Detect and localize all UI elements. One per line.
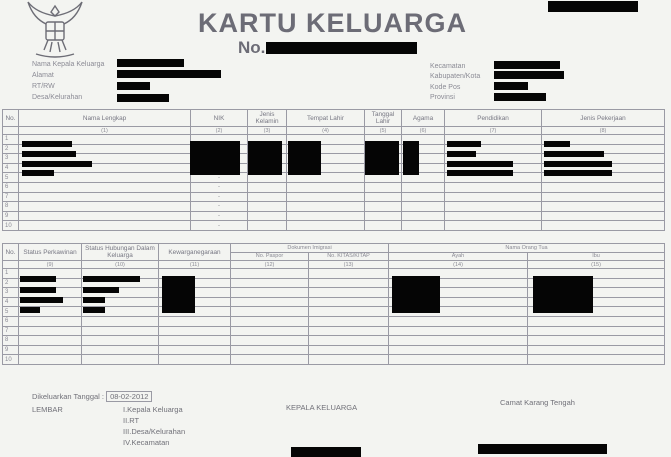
row-number: 7 [3,326,19,336]
row-number: 3 [3,288,19,298]
table-cell [445,202,542,212]
kk-number-label: No. [238,38,266,57]
table-row [3,202,665,212]
row-number: 1 [3,269,19,279]
table-cell [309,326,389,336]
col-number: (1) [19,127,191,135]
header-nama-orang-tua: Nama Orang Tua [389,244,665,253]
redaction [478,444,607,454]
col-number [3,127,19,135]
table-cell [231,278,309,288]
redaction [22,161,92,167]
lembar-item: IV.Kecamatan [123,438,170,447]
table-cell [365,192,402,202]
col-number: (15) [528,261,665,269]
redaction [544,141,570,147]
table-cell [402,182,445,192]
table-cell [542,211,665,221]
col-number: (13) [309,261,389,269]
table-cell [287,211,365,221]
table-cell [248,221,287,231]
redaction [533,276,593,313]
redaction [22,170,54,176]
table-cell [389,355,528,365]
lembar-item: III.Desa/Kelurahan [123,427,186,436]
field-label-alamat: Alamat [32,72,54,79]
table-cell [365,221,402,231]
table-cell [159,345,231,355]
redaction [83,276,140,282]
table-cell [389,345,528,355]
kepala-keluarga-signature-label: KEPALA KELUARGA [286,403,358,412]
table-cell [309,288,389,298]
table-cell [389,316,528,326]
col-number [3,261,19,269]
nik-dash: - [191,182,248,192]
row-number: 6 [3,182,19,192]
lembar-label: LEMBAR [32,405,63,414]
camat-signature-label: Camat Karang Tengah [500,398,575,407]
row-number: 6 [3,316,19,326]
row-number: 9 [3,211,19,221]
table-cell [159,336,231,346]
header-nama-lengkap: Nama Lengkap [19,110,191,127]
table-cell [309,278,389,288]
redaction [494,61,560,69]
header-kewarganegaraan: Kewarganegaraan [159,244,231,261]
col-number: (5) [365,127,402,135]
table-cell [248,202,287,212]
table-cell [19,182,191,192]
header-ayah: Ayah [389,252,528,261]
table-cell [445,221,542,231]
table-cell [82,336,159,346]
redaction [403,141,419,175]
redaction [365,141,399,175]
redaction [117,59,184,67]
row-number: 2 [3,278,19,288]
table-cell [231,336,309,346]
header-ibu: Ibu [528,252,665,261]
field-label-kecamatan: Kecamatan [430,63,466,70]
table-cell [287,182,365,192]
row-number: 10 [3,221,19,231]
header-no: No. [3,110,19,127]
table-cell [231,307,309,317]
redaction [117,82,150,90]
table-row [3,326,665,336]
redaction [288,141,321,175]
table-cell [248,192,287,202]
table-cell [445,211,542,221]
document-title: KARTU KELUARGA [198,8,467,38]
table-cell [542,192,665,202]
header-status-perkawinan: Status Perkawinan [19,244,82,261]
col-number: (7) [445,127,542,135]
table-cell [19,202,191,212]
redaction [83,287,119,293]
redaction [494,82,528,90]
table-cell [287,221,365,231]
table-cell [19,316,82,326]
kk-number-redaction [266,42,417,54]
header-nik: NIK [191,110,248,127]
redaction [447,141,481,147]
redaction [544,161,612,167]
table-cell [231,297,309,307]
table-row [3,211,665,221]
table-cell [248,211,287,221]
table-row [3,221,665,231]
nik-dash: - [191,202,248,212]
redaction [447,151,476,157]
table-cell [19,336,82,346]
table-cell [287,192,365,202]
table-row [3,345,665,355]
table-cell [528,316,665,326]
col-number: (10) [82,261,159,269]
table-cell [231,316,309,326]
field-label-provinsi: Provinsi [430,94,455,101]
field-label-kabupaten: Kabupaten/Kota [430,73,481,80]
redaction [83,297,105,303]
table-cell [309,307,389,317]
table-cell [542,221,665,231]
table-cell [402,192,445,202]
header-tempat-lahir: Tempat Lahir [287,110,365,127]
table-row [3,355,665,365]
redaction [447,170,513,176]
field-label-kode-pos: Kode Pos [430,84,461,91]
table-cell [542,182,665,192]
table-row [3,336,665,346]
redaction [190,141,240,175]
row-number: 1 [3,135,19,145]
table-cell [389,326,528,336]
table-cell [528,345,665,355]
table-cell [19,211,191,221]
table-cell [82,345,159,355]
table-cell [365,182,402,192]
row-number: 8 [3,202,19,212]
redaction [20,307,40,313]
nik-dash: - [191,173,248,183]
row-number: 3 [3,154,19,164]
table-cell [445,192,542,202]
nik-dash: - [191,211,248,221]
row-number: 4 [3,297,19,307]
table-cell [528,326,665,336]
redaction [494,71,564,79]
table-cell [542,202,665,212]
redaction [392,276,440,313]
table-row [3,182,665,192]
field-label-kepala-keluarga: Nama Kepala Keluarga [32,61,105,68]
redaction [20,276,56,282]
col-number: (6) [402,127,445,135]
table-row [3,192,665,202]
row-number: 5 [3,307,19,317]
redaction [22,141,72,147]
nik-dash: - [191,192,248,202]
header-dokumen-imigrasi: Dokumen Imigrasi [231,244,389,253]
redaction [162,276,195,313]
table-cell [389,336,528,346]
header-jenis-kelamin: Jenis Kelamin [248,110,287,127]
table-cell [248,182,287,192]
redaction [544,170,612,176]
table-cell [402,221,445,231]
redaction [544,151,604,157]
top-redaction [548,1,638,12]
table-cell [19,221,191,231]
redaction [447,161,513,167]
table-cell [159,355,231,365]
lembar-item: II.RT [123,416,140,425]
table-cell [402,202,445,212]
table-cell [19,326,82,336]
header-agama: Agama [402,110,445,127]
table-cell [19,345,82,355]
table-cell [231,288,309,298]
table-cell [231,345,309,355]
redaction [494,93,546,101]
table-cell [231,355,309,365]
col-number: (9) [19,261,82,269]
issue-date-label: Dikeluarkan Tanggal : [32,392,104,401]
header-kitas: No. KITAS/KITAP [309,252,389,261]
table-cell [309,316,389,326]
table-cell [159,326,231,336]
col-number: (3) [248,127,287,135]
col-number: (12) [231,261,309,269]
row-number: 4 [3,163,19,173]
garuda-emblem-icon [26,0,84,60]
nik-dash: - [191,221,248,231]
row-number: 10 [3,355,19,365]
redaction [248,141,282,175]
header-jenis-pekerjaan: Jenis Pekerjaan [542,110,665,127]
issue-date-value: 08-02-2012 [106,391,152,402]
table-cell [231,326,309,336]
redaction [20,287,56,293]
table-cell [365,211,402,221]
col-number: (14) [389,261,528,269]
header-status-hubungan: Status Hubungan Dalam Keluarga [82,244,159,261]
table-cell [159,316,231,326]
table-cell [309,297,389,307]
redaction [20,297,63,303]
redaction [291,447,361,457]
table-cell [82,355,159,365]
col-number: (11) [159,261,231,269]
table-cell [365,202,402,212]
table-cell [309,269,389,279]
table-cell [287,202,365,212]
table-cell [82,316,159,326]
field-label-desa: Desa/Kelurahan [32,94,83,101]
col-number: (8) [542,127,665,135]
table-cell [309,336,389,346]
row-number: 7 [3,192,19,202]
issue-date-row [32,392,152,401]
table-row [3,316,665,326]
redaction [83,307,105,313]
table-cell [82,326,159,336]
row-number: 5 [3,173,19,183]
col-number: (2) [191,127,248,135]
table-cell [528,355,665,365]
lembar-item: I.Kepala Keluarga [123,405,183,414]
header-tanggal-lahir: Tanggal Lahir [365,110,402,127]
header-pendidikan: Pendidikan [445,110,542,127]
row-number: 9 [3,345,19,355]
redaction [117,94,169,102]
table-cell [19,192,191,202]
row-number: 2 [3,144,19,154]
table-cell [309,345,389,355]
header-paspor: No. Paspor [231,252,309,261]
row-number: 8 [3,336,19,346]
table-cell [231,269,309,279]
redaction [117,70,221,78]
col-number: (4) [287,127,365,135]
table-cell [309,355,389,365]
table-cell [402,211,445,221]
header-no: No. [3,244,19,261]
redaction [22,151,76,157]
field-label-rtrw: RT/RW [32,83,55,90]
table-cell [19,355,82,365]
table-cell [445,182,542,192]
table-cell [528,336,665,346]
